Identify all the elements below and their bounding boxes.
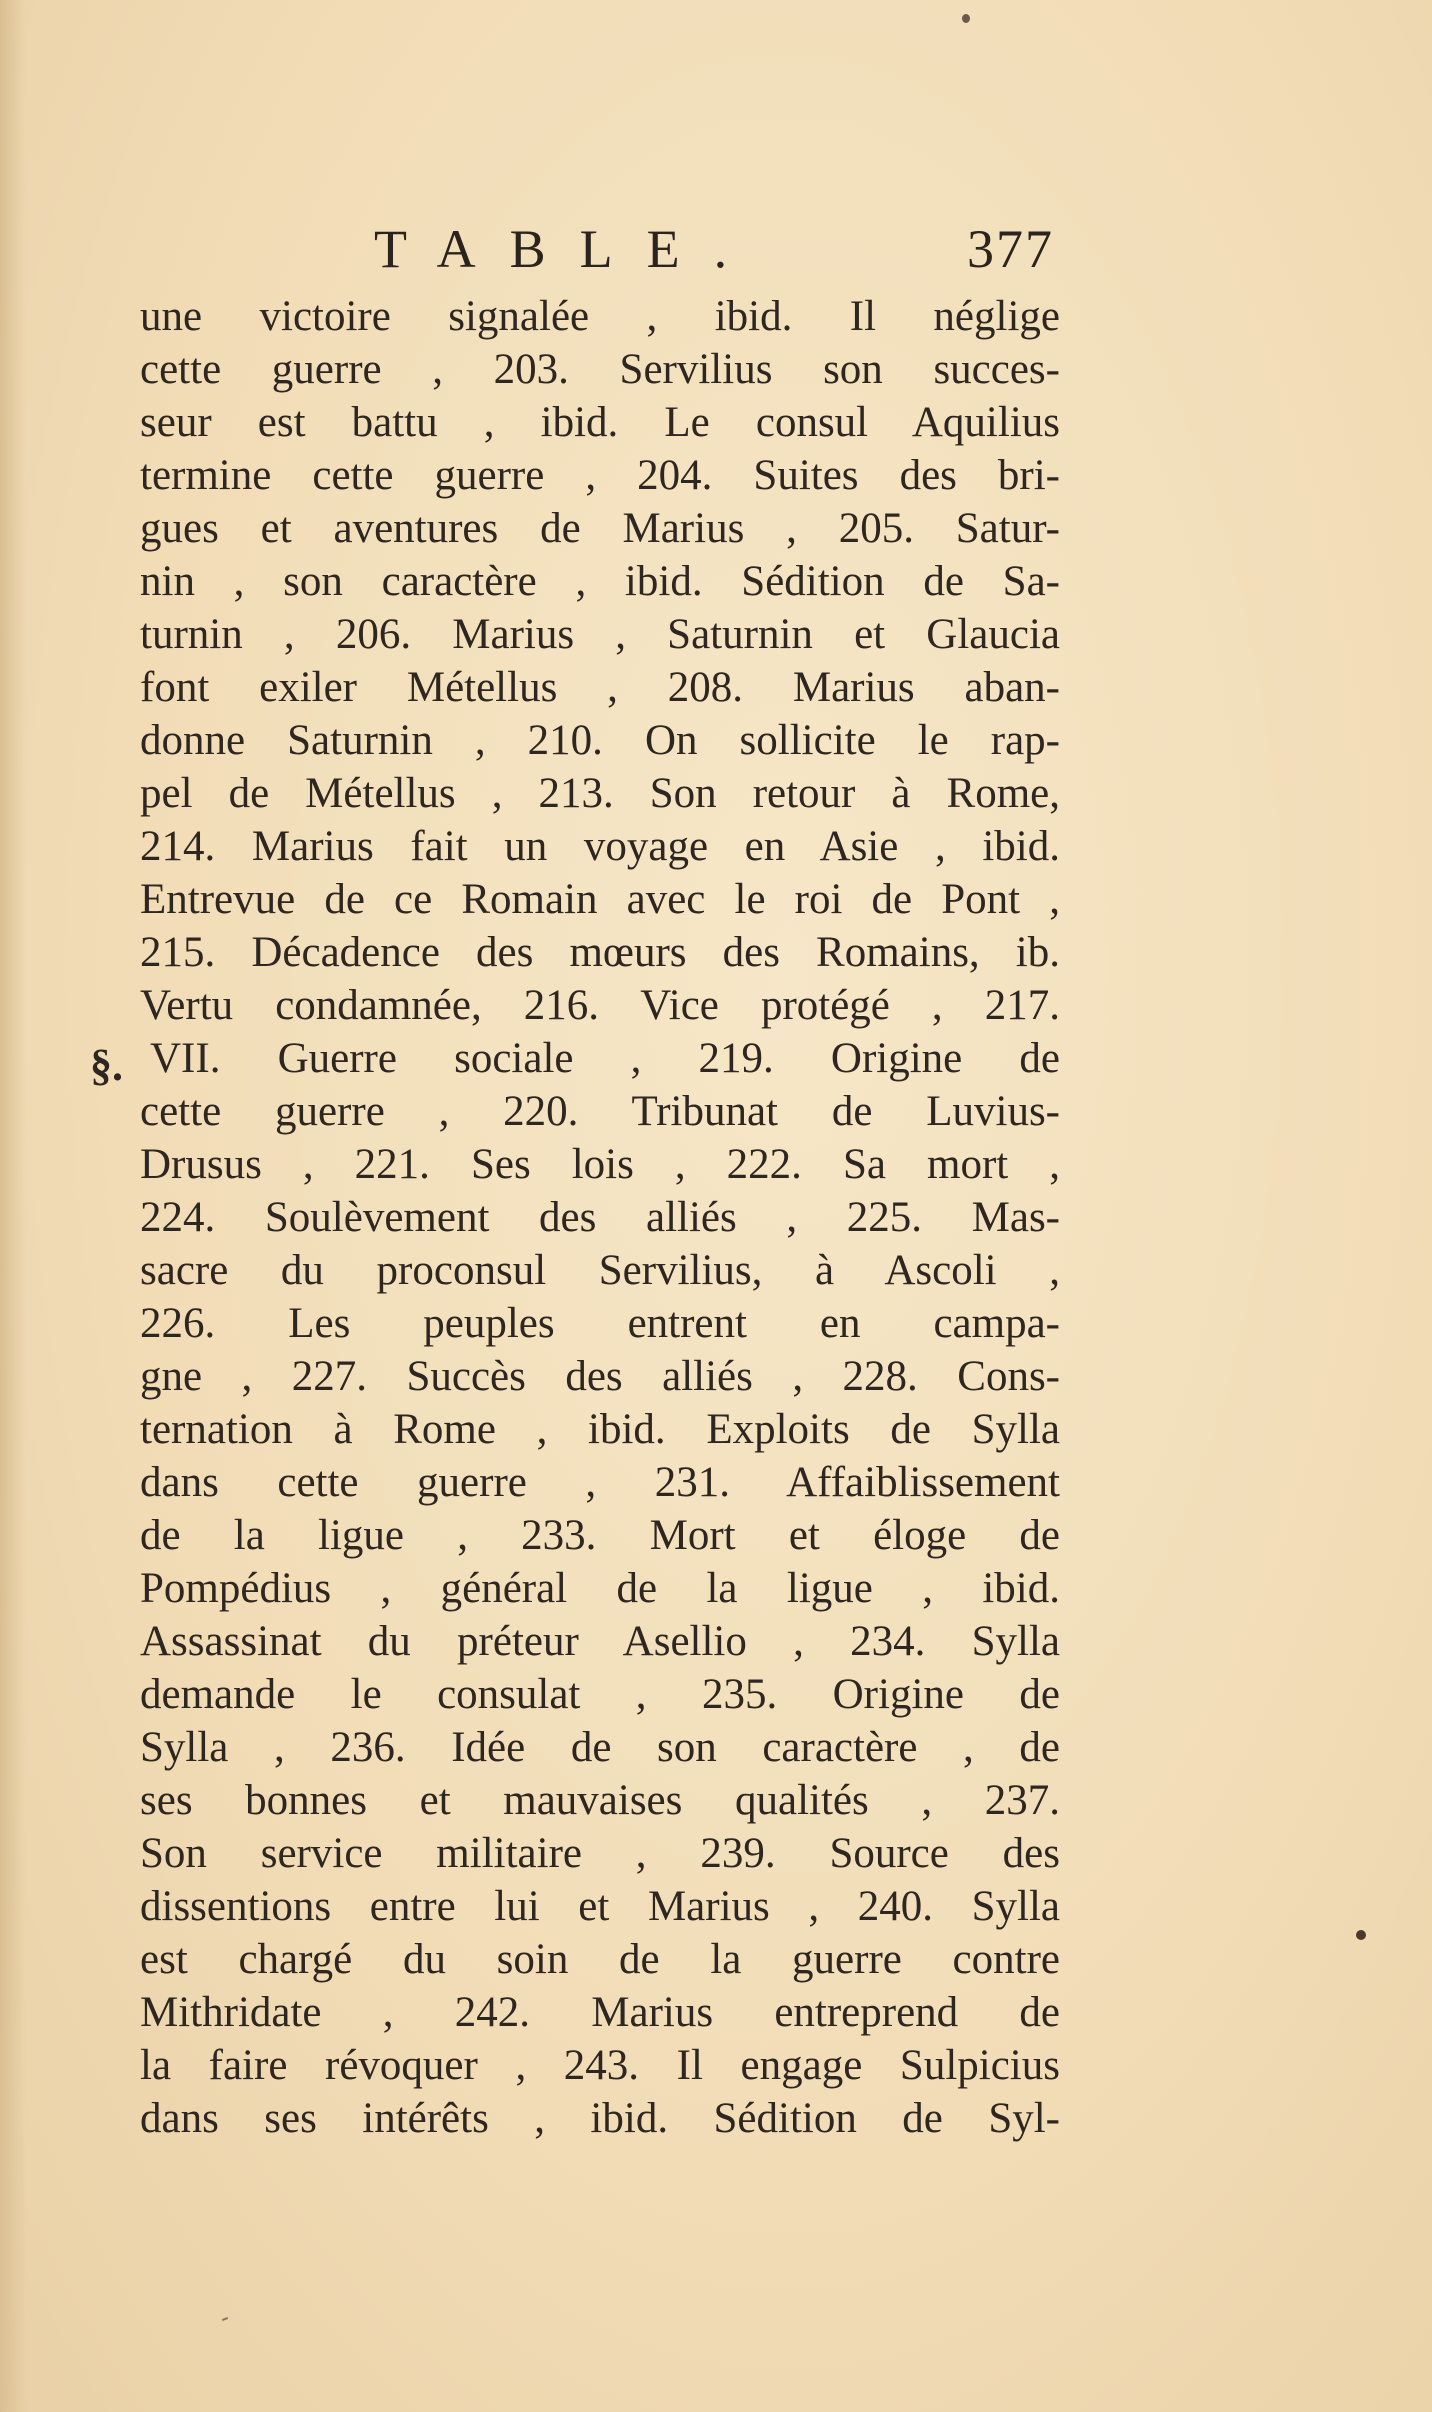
text-line: dissentions entre lui et Marius , 240. Sylla [140,1883,1060,1930]
text-line: Mithridate , 242. Marius entreprend de [140,1989,1060,2036]
text-line: Vertu condamnée, 216. Vice protégé , 217. [140,982,1060,1029]
text-line: ternation à Rome , ibid. Exploits de Sylla [140,1406,1060,1453]
text-line: est chargé du soin de la guerre contre [140,1936,1060,1983]
text-line: termine cette guerre , 204. Suites des bri- [140,452,1060,499]
ink-speck [1356,1930,1366,1940]
table-of-contents-text [140,290,1060,2145]
text-line: donne Saturnin , 210. On sollicite le rap- [140,717,1060,764]
text-line: pel de Métellus , 213. Son retour à Rome, [140,770,1060,817]
section-mark: §. [90,1041,123,1090]
text-line: 215. Décadence des mœurs des Romains, ib. [140,929,1060,976]
page-gutter-shadow [0,0,26,2412]
text-line: dans cette guerre , 231. Affaiblissement [140,1459,1060,1506]
text-line: Entrevue de ce Romain avec le roi de Pont , [140,876,1060,923]
text-line: cette guerre , 203. Servilius son succes- [140,346,1060,393]
ink-speck [962,14,970,23]
text-line: font exiler Métellus , 208. Marius aban- [140,664,1060,711]
text-line: une victoire signalée , ibid. Il néglige [140,293,1060,340]
text-line: Drusus , 221. Ses lois , 222. Sa mort , [140,1141,1060,1188]
text-line: 224. Soulèvement des alliés , 225. Mas- [140,1194,1060,1241]
text-line: Pompédius , général de la ligue , ibid. [140,1565,1060,1612]
running-title: TABLE. [374,219,762,279]
text-line: la faire révoquer , 243. Il engage Sulpicius [140,2042,1060,2089]
text-line: de la ligue , 233. Mort et éloge de [140,1512,1060,1559]
text-line: 226. Les peuples entrent en campa- [140,1300,1060,1347]
text-line: seur est battu , ibid. Le consul Aquilius [140,399,1060,446]
text-line: ses bonnes et mauvaises qualités , 237. [140,1777,1060,1824]
page-number: 377 [967,219,1054,279]
text-line: demande le consulat , 235. Origine de [140,1671,1060,1718]
text-line: turnin , 206. Marius , Saturnin et Glaucia [140,611,1060,658]
text-line: Assassinat du préteur Asellio , 234. Sylla [140,1618,1060,1665]
text-line: Sylla , 236. Idée de son caractère , de [140,1724,1060,1771]
text-line: gne , 227. Succès des alliés , 228. Cons- [140,1353,1060,1400]
text-line: VII. Guerre sociale , 219. Origine de [150,1035,1060,1082]
text-line: nin , son caractère , ibid. Sédition de Sa- [140,558,1060,605]
ink-speck [222,2317,228,2321]
text-line: cette guerre , 220. Tribunat de Luvius- [140,1088,1060,1135]
text-line: sacre du proconsul Servilius, à Ascoli , [140,1247,1060,1294]
page-header [374,218,1054,288]
text-line: 214. Marius fait un voyage en Asie , ibid. [140,823,1060,870]
text-line: Son service militaire , 239. Source des [140,1830,1060,1877]
text-line: gues et aventures de Marius , 205. Satur- [140,505,1060,552]
text-line: dans ses intérêts , ibid. Sédition de Syl- [140,2095,1060,2142]
